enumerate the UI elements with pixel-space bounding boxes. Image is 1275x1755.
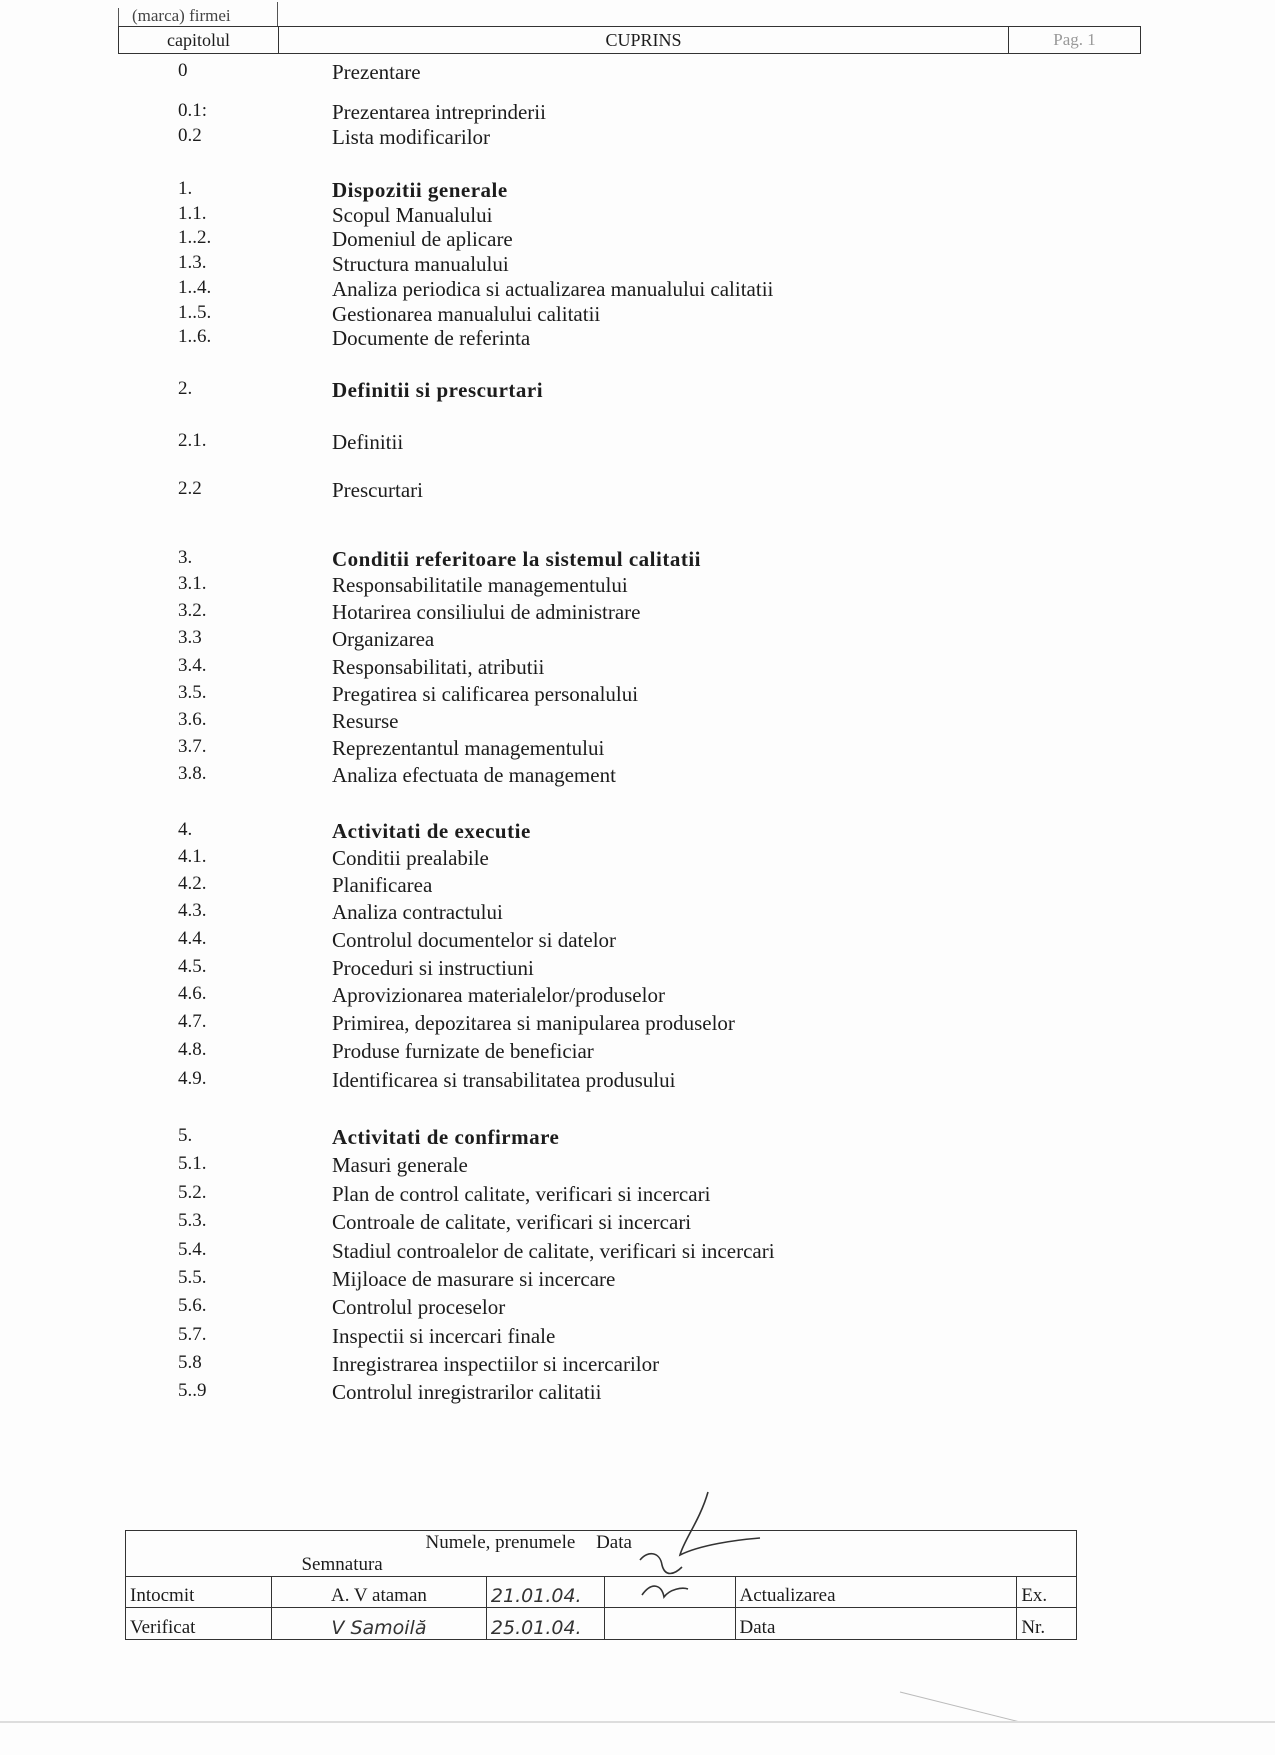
toc-entry-number: 3.3 (178, 627, 202, 648)
toc-entry-title: Definitii si prescurtari (332, 378, 544, 402)
toc-entry (0, 1125, 1275, 1151)
toc-entry-title: Conditii prealabile (332, 846, 489, 870)
toc-entry (0, 430, 1275, 456)
toc-entry-number: 5.8 (178, 1352, 202, 1373)
toc-entry-title: Prezentarea intreprinderii (332, 100, 546, 124)
firm-mark-label: (marca) firmei (132, 6, 231, 25)
toc-entry-number: 3.6. (178, 709, 207, 730)
toc-entry-title: Controlul proceselor (332, 1295, 506, 1319)
toc-entry-number: 3.4. (178, 655, 207, 676)
toc-entry-number: 4.9. (178, 1068, 207, 1089)
toc-entry-title: Lista modificarilor (332, 125, 491, 149)
toc-entry-title: Structura manualului (332, 252, 509, 276)
toc-entry-number: 4.5. (178, 956, 207, 977)
toc-entry-title: Inregistrarea inspectiilor si incercarilor (332, 1352, 660, 1376)
toc-entry-number: 5.6. (178, 1295, 207, 1316)
toc-entry-title: Inspectii si incercari finale (332, 1324, 556, 1348)
toc-entry (0, 736, 1275, 762)
toc-entry-number: 5.7. (178, 1324, 207, 1345)
toc-entry-title: Activitati de executie (332, 819, 531, 843)
toc-entry-number: 1.1. (178, 203, 207, 224)
toc-entry-title: Resurse (332, 709, 399, 733)
prepared-label: Intocmit (126, 1576, 272, 1608)
toc-entry-number: 1..2. (178, 227, 212, 248)
toc-entry-title: Controlul inregistrarilor calitatii (332, 1380, 602, 1404)
toc-entry-title: Controlul documentelor si datelor (332, 928, 617, 952)
toc-entry-title: Analiza contractului (332, 900, 503, 924)
toc-entry-number: 2. (178, 378, 193, 399)
toc-entry (0, 819, 1275, 845)
toc-entry (0, 900, 1275, 926)
toc-entry-title: Pregatirea si calificarea personalului (332, 682, 639, 706)
toc-entry-title: Prescurtari (332, 478, 423, 502)
toc-entry-title: Aprovizionarea materialelor/produselor (332, 983, 665, 1007)
page-number: Pag. 1 (1053, 30, 1096, 49)
toc-entry (0, 600, 1275, 626)
toc-entry-title: Masuri generale (332, 1153, 468, 1177)
toc-entry (0, 227, 1275, 253)
toc-entry (0, 928, 1275, 954)
number-label: Nr. (1017, 1608, 1077, 1640)
toc-entry (0, 302, 1275, 328)
toc-entry-title: Conditii referitoare la sistemul calitatii (332, 547, 701, 571)
toc-entry-number: 4.4. (178, 928, 207, 949)
toc-entry-title: Proceduri si instructiuni (332, 956, 534, 980)
toc-entry-title: Activitati de confirmare (332, 1125, 560, 1149)
update-label: Actualizarea (735, 1576, 1017, 1608)
toc-entry (0, 378, 1275, 404)
toc-entry-title: Documente de referinta (332, 326, 531, 350)
toc-entry-number: 3.8. (178, 763, 207, 784)
toc-entry-title: Domeniul de aplicare (332, 227, 513, 251)
toc-entry (0, 60, 1275, 86)
prepared-signature (605, 1576, 735, 1608)
toc-entry-number: 5.5. (178, 1267, 207, 1288)
toc-entry (0, 1295, 1275, 1321)
firm-mark-cell (118, 2, 278, 26)
toc-entry (0, 956, 1275, 982)
chapter-header: capitolul (119, 27, 279, 53)
toc-entry (0, 125, 1275, 151)
contents-title: CUPRINS (279, 27, 1009, 53)
toc-entry-title: Scopul Manualului (332, 203, 493, 227)
toc-entry (0, 1324, 1275, 1350)
toc-entry-title: Primirea, depozitarea si manipularea produselor (332, 1011, 735, 1035)
toc-entry (0, 1210, 1275, 1236)
toc-entry-number: 3.5. (178, 682, 207, 703)
toc-entry-title: Prezentare (332, 60, 421, 84)
copy-label: Ex. (1017, 1576, 1077, 1608)
date-label: Data (735, 1608, 1017, 1640)
toc-entry (0, 1011, 1275, 1037)
toc-entry-title: Dispozitii generale (332, 178, 508, 202)
toc-entry-number: 4.7. (178, 1011, 207, 1032)
toc-entry (0, 763, 1275, 789)
prepared-date: 21.01.04. (486, 1576, 604, 1608)
toc-entry-title: Gestionarea manualului calitatii (332, 302, 601, 326)
verified-label: Verificat (126, 1608, 272, 1640)
toc-entry (0, 846, 1275, 872)
toc-entry-number: 0 (178, 60, 188, 81)
toc-entry-number: 5.4. (178, 1239, 207, 1260)
toc-entry-title: Definitii (332, 430, 404, 454)
toc-entry (0, 277, 1275, 303)
toc-entry-number: 1.3. (178, 252, 207, 273)
toc-entry-title: Stadiul controalelor de calitate, verificari si incercari (332, 1239, 775, 1263)
toc-entry-number: 3. (178, 547, 193, 568)
toc-entry (0, 478, 1275, 504)
verified-name: V Samoilă (271, 1608, 486, 1640)
toc-entry-title: Planificarea (332, 873, 433, 897)
toc-entry-number: 5.3. (178, 1210, 207, 1231)
toc-entry (0, 1380, 1275, 1406)
toc-entry-number: 4.1. (178, 846, 207, 867)
toc-entry-number: 0.1: (178, 100, 208, 121)
toc-entry-title: Analiza periodica si actualizarea manualului calitatii (332, 277, 774, 301)
toc-entry (0, 1153, 1275, 1179)
toc-entry-number: 1. (178, 178, 193, 199)
toc-entry-title: Responsabilitatile managementului (332, 573, 628, 597)
toc-entry-title: Identificarea si transabilitatea produsului (332, 1068, 676, 1092)
toc-entry-title: Plan de control calitate, verificari si incercari (332, 1182, 711, 1206)
toc-entry-title: Reprezentantul managementului (332, 736, 605, 760)
toc-entry (0, 1352, 1275, 1378)
toc-entry (0, 655, 1275, 681)
toc-entry (0, 1039, 1275, 1065)
toc-entry-title: Hotarirea consiliului de administrare (332, 600, 641, 624)
header-table (118, 26, 1141, 54)
toc-entry (0, 873, 1275, 899)
toc-entry-number: 3.2. (178, 600, 207, 621)
toc-entry (0, 252, 1275, 278)
toc-entry (0, 1068, 1275, 1094)
toc-entry (0, 203, 1275, 229)
verified-signature (605, 1608, 735, 1640)
toc-entry-number: 4.2. (178, 873, 207, 894)
toc-entry-number: 2.1. (178, 430, 207, 451)
toc-entry-number: 3.1. (178, 573, 207, 594)
toc-entry (0, 573, 1275, 599)
toc-entry-title: Controale de calitate, verificari si incercari (332, 1210, 692, 1234)
toc-entry-number: 4.3. (178, 900, 207, 921)
toc-entry-title: Produse furnizate de beneficiar (332, 1039, 594, 1063)
toc-entry-number: 2.2 (178, 478, 202, 499)
date-header: Data (596, 1531, 632, 1553)
toc-entry (0, 178, 1275, 204)
toc-entry (0, 1267, 1275, 1293)
toc-entry-number: 0.2 (178, 125, 202, 146)
toc-entry-number: 1..4. (178, 277, 212, 298)
toc-entry (0, 983, 1275, 1009)
toc-entry-number: 4.8. (178, 1039, 207, 1060)
toc-entry (0, 709, 1275, 735)
toc-entry-number: 5. (178, 1125, 193, 1146)
toc-entry-number: 5..9 (178, 1380, 207, 1401)
toc-entry-number: 1..6. (178, 326, 212, 347)
toc-entry-number: 5.2. (178, 1182, 207, 1203)
toc-entry-number: 4. (178, 819, 193, 840)
toc-entry-title: Organizarea (332, 627, 435, 651)
toc-entry-title: Mijloace de masurare si incercare (332, 1267, 616, 1291)
toc-entry-number: 3.7. (178, 736, 207, 757)
name-header: Numele, prenumele (425, 1531, 576, 1553)
toc-entry (0, 1239, 1275, 1265)
signature-header: Semnatura (301, 1553, 383, 1575)
toc-entry-title: Responsabilitati, atributii (332, 655, 545, 679)
prepared-name: A. V ataman (271, 1576, 486, 1608)
toc-entry (0, 682, 1275, 708)
toc-entry (0, 100, 1275, 126)
toc-entry (0, 627, 1275, 653)
verified-date: 25.01.04. (486, 1608, 604, 1640)
toc-entry-number: 1..5. (178, 302, 212, 323)
toc-entry (0, 1182, 1275, 1208)
toc-entry-number: 4.6. (178, 983, 207, 1004)
approval-table (125, 1530, 1077, 1640)
toc-entry (0, 547, 1275, 573)
toc-entry (0, 326, 1275, 352)
toc-entry-title: Analiza efectuata de management (332, 763, 616, 787)
toc-entry-number: 5.1. (178, 1153, 207, 1174)
